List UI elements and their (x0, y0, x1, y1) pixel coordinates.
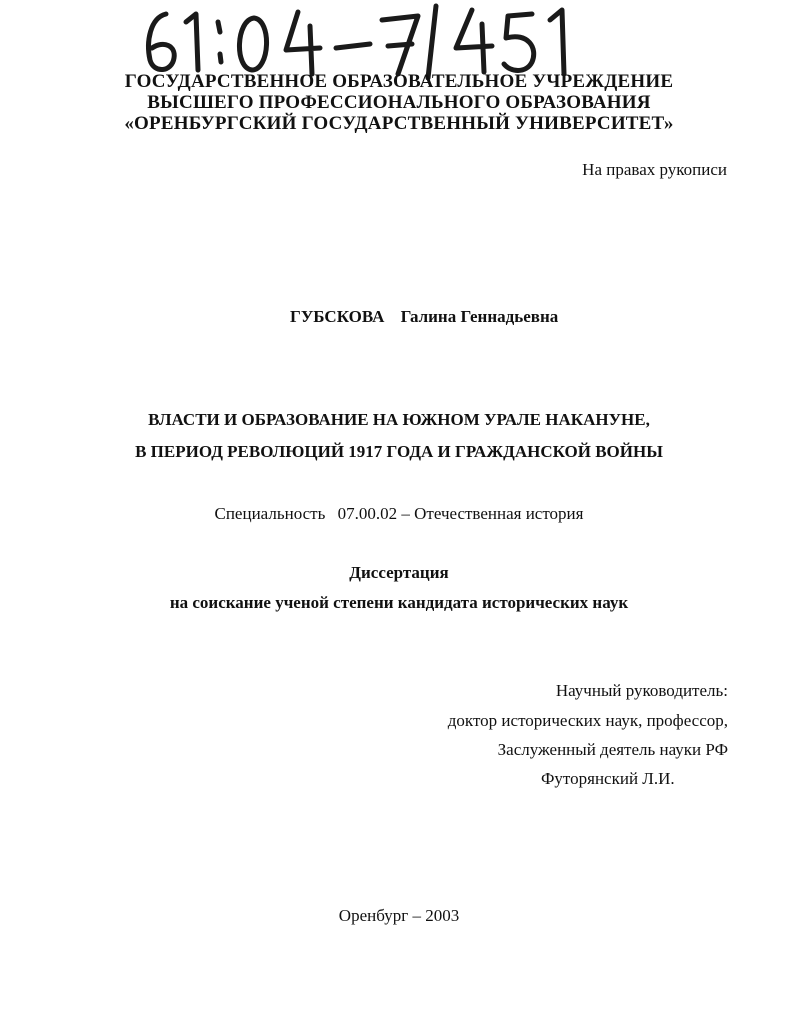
specialty-label: Специальность (214, 504, 326, 523)
institution-line-3: «ОРЕНБУРГСКИЙ ГОСУДАРСТВЕННЫЙ УНИВЕРСИТЕТ» (124, 113, 674, 134)
institution-line-1: ГОСУДАРСТВЕННОЕ ОБРАЗОВАТЕЛЬНОЕ УЧРЕЖДЕНИЕ (124, 71, 674, 92)
dissertation-type: Диссертация (349, 563, 449, 582)
supervisor-honor: Заслуженный деятель науки РФ (497, 740, 728, 759)
handwritten-catalog-number (136, 2, 576, 80)
author-name (290, 307, 558, 327)
institution-line-2: ВЫСШЕГО ПРОФЕССИОНАЛЬНОГО ОБРАЗОВАНИЯ (147, 92, 651, 113)
dissertation-title-line-1: ВЛАСТИ И ОБРАЗОВАНИЕ НА ЮЖНОМ УРАЛЕ НАКАНУНЕ, (148, 410, 650, 429)
specialty-code: 07.00.02 – Отечественная история (337, 504, 584, 523)
author-surname: ГУБСКОВА (290, 307, 385, 326)
place-and-year: Оренбург – 2003 (338, 906, 460, 925)
dissertation-degree: на соискание ученой степени кандидата исторических наук (169, 593, 629, 612)
rights-note: На правах рукописи (582, 160, 727, 179)
specialty-line (0, 504, 798, 524)
author-given-names: Галина Геннадьевна (400, 307, 559, 326)
dissertation-title-line-2: В ПЕРИОД РЕВОЛЮЦИЙ 1917 ГОДА И ГРАЖДАНСКОЙ ВОЙНЫ (135, 442, 663, 461)
supervisor-name: Футорянский Л.И. (541, 769, 675, 788)
supervisor-heading: Научный руководитель: (555, 681, 728, 700)
supervisor-degree: доктор исторических наук, профессор, (447, 711, 728, 730)
